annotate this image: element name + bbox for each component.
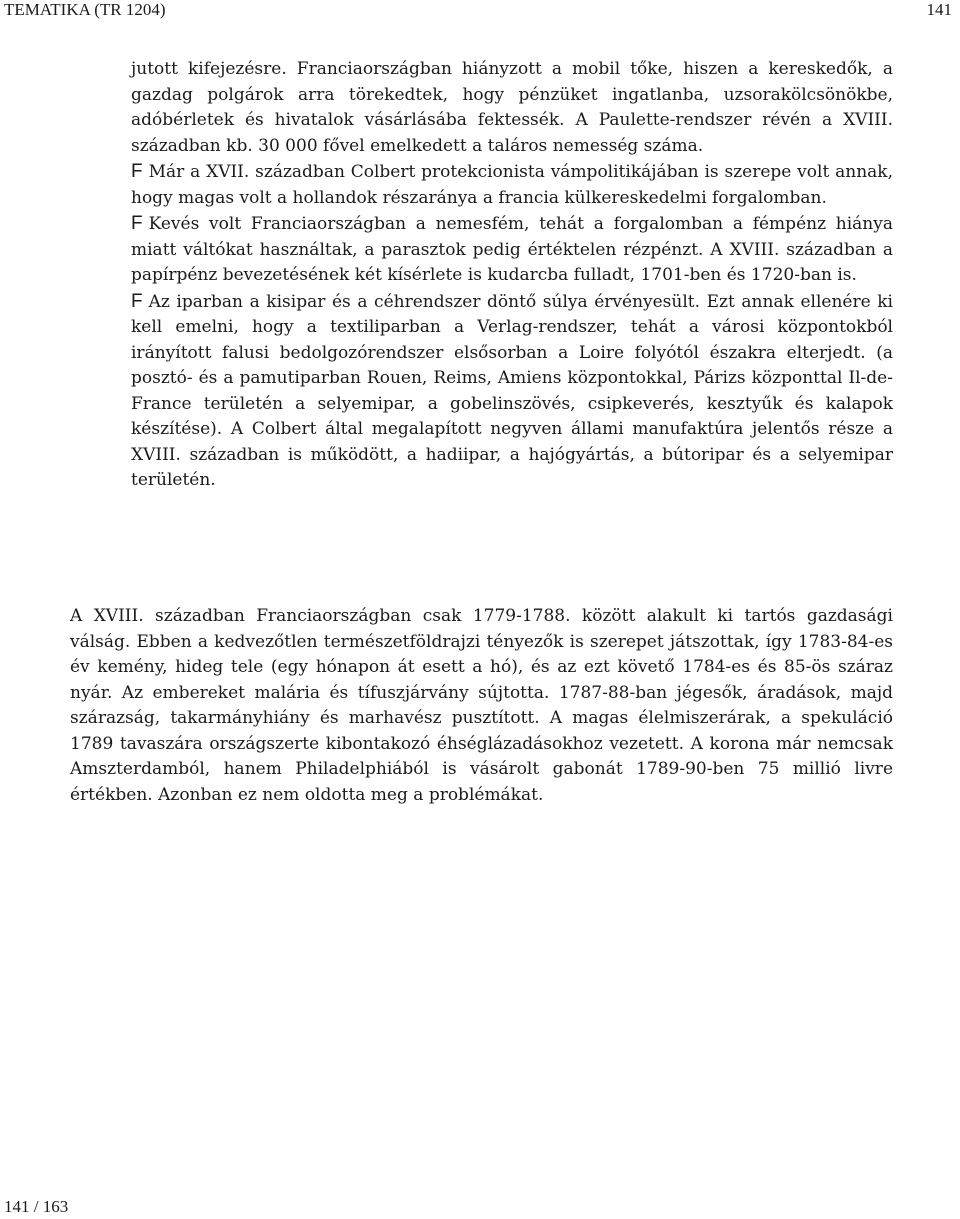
continuation-paragraph: jutott kifejezésre. Franciaországban hiányzott a mobil tőke, hiszen a kereskedők, a gazdag polgárok arra törekedtek, hogy pénzüket ingatlanba, uzsorakölcsönökbe, adóbérletek és hivatalok vásárlásába fektessék. A Paulette-rendszer révén a XVIII. században kb. 30 000 fővel emelkedett a taláros nemesség száma. <box>131 59 893 156</box>
running-header-title: TEMATIKA (TR 1204) <box>4 0 166 19</box>
indented-text-block <box>131 57 893 494</box>
bullet-text: Az iparban a kisipar és a céhrendszer döntő súlya érvényesült. Ezt annak ellenére ki kell emelni, hogy a textiliparban a Verlag-rendszer, tehát a városi központokból irányított falusi bedolgozórendszer elsősorban a Loire folyótól északra elterjedt. (a posztó- és a pamutiparban Rouen, Reims, Amiens központokkal, Párizs központtal Il-de-France területén a selyemipar, a gobelinszövés, csipkeverés, kesztyűk és kalapok készítése). A Colbert által megalapított negyven állami manufaktúra jelentős része a XVIII. században is működött, a hadiipar, a hajógyártás, a bútoripar és a selyemipar területén. <box>131 291 893 490</box>
bullet-item <box>131 159 893 211</box>
bullet-text: Kevés volt Franciaországban a nemesfém, tehát a forgalomban a fémpénz hiánya miatt váltókat használtak, a parasztok pedig értéktelen rézpénzt. A XVIII. században a papírpénz bevezetésének két kísérlete is kudarcba fulladt, 1701-ben és 1720-ban is. <box>131 214 893 285</box>
bullet-item <box>131 211 893 289</box>
running-header-page-number: 141 <box>926 0 952 19</box>
main-paragraph: A XVIII. században Franciaországban csak 1779-1788. között alakult ki tartós gazdasági válság. Ebben a kedvezőtlen természetföldrajzi tényezők is szerepet játszottak, így 1783-84-es év kemény, hideg tele (egy hónapon át esett a hó), és az ezt követő 1784-es és 85-ös száraz nyár. Az embereket malária és tífuszjárvány sújtotta. 1787-88-ban jégesők, áradások, majd szárazság, takarmányhiány és marhavész pusztított. A magas élelmiszerárak, a spekuláció 1789 tavaszára országszerte kibontakozó éhséglázadásokhoz vezetett. A korona már nemcsak Amszterdamból, hanem Philadelphiából is vásárolt gabonát 1789-90-ben 75 millió livre értékben. Azonban ez nem oldotta meg a problémákat. <box>70 606 893 805</box>
main-text-block <box>70 604 893 808</box>
bullet-marker: F <box>131 290 143 312</box>
bullet-item <box>131 289 893 494</box>
bullet-marker: F <box>131 213 143 234</box>
bullet-marker: F <box>131 161 143 182</box>
bullet-text: Már a XVII. században Colbert protekcionista vámpolitikájában is szerepe volt annak, hogy magas volt a hollandok részaránya a francia külkereskedelmi forgalomban. <box>131 162 893 208</box>
page-indicator: 141 / 163 <box>4 1197 69 1216</box>
